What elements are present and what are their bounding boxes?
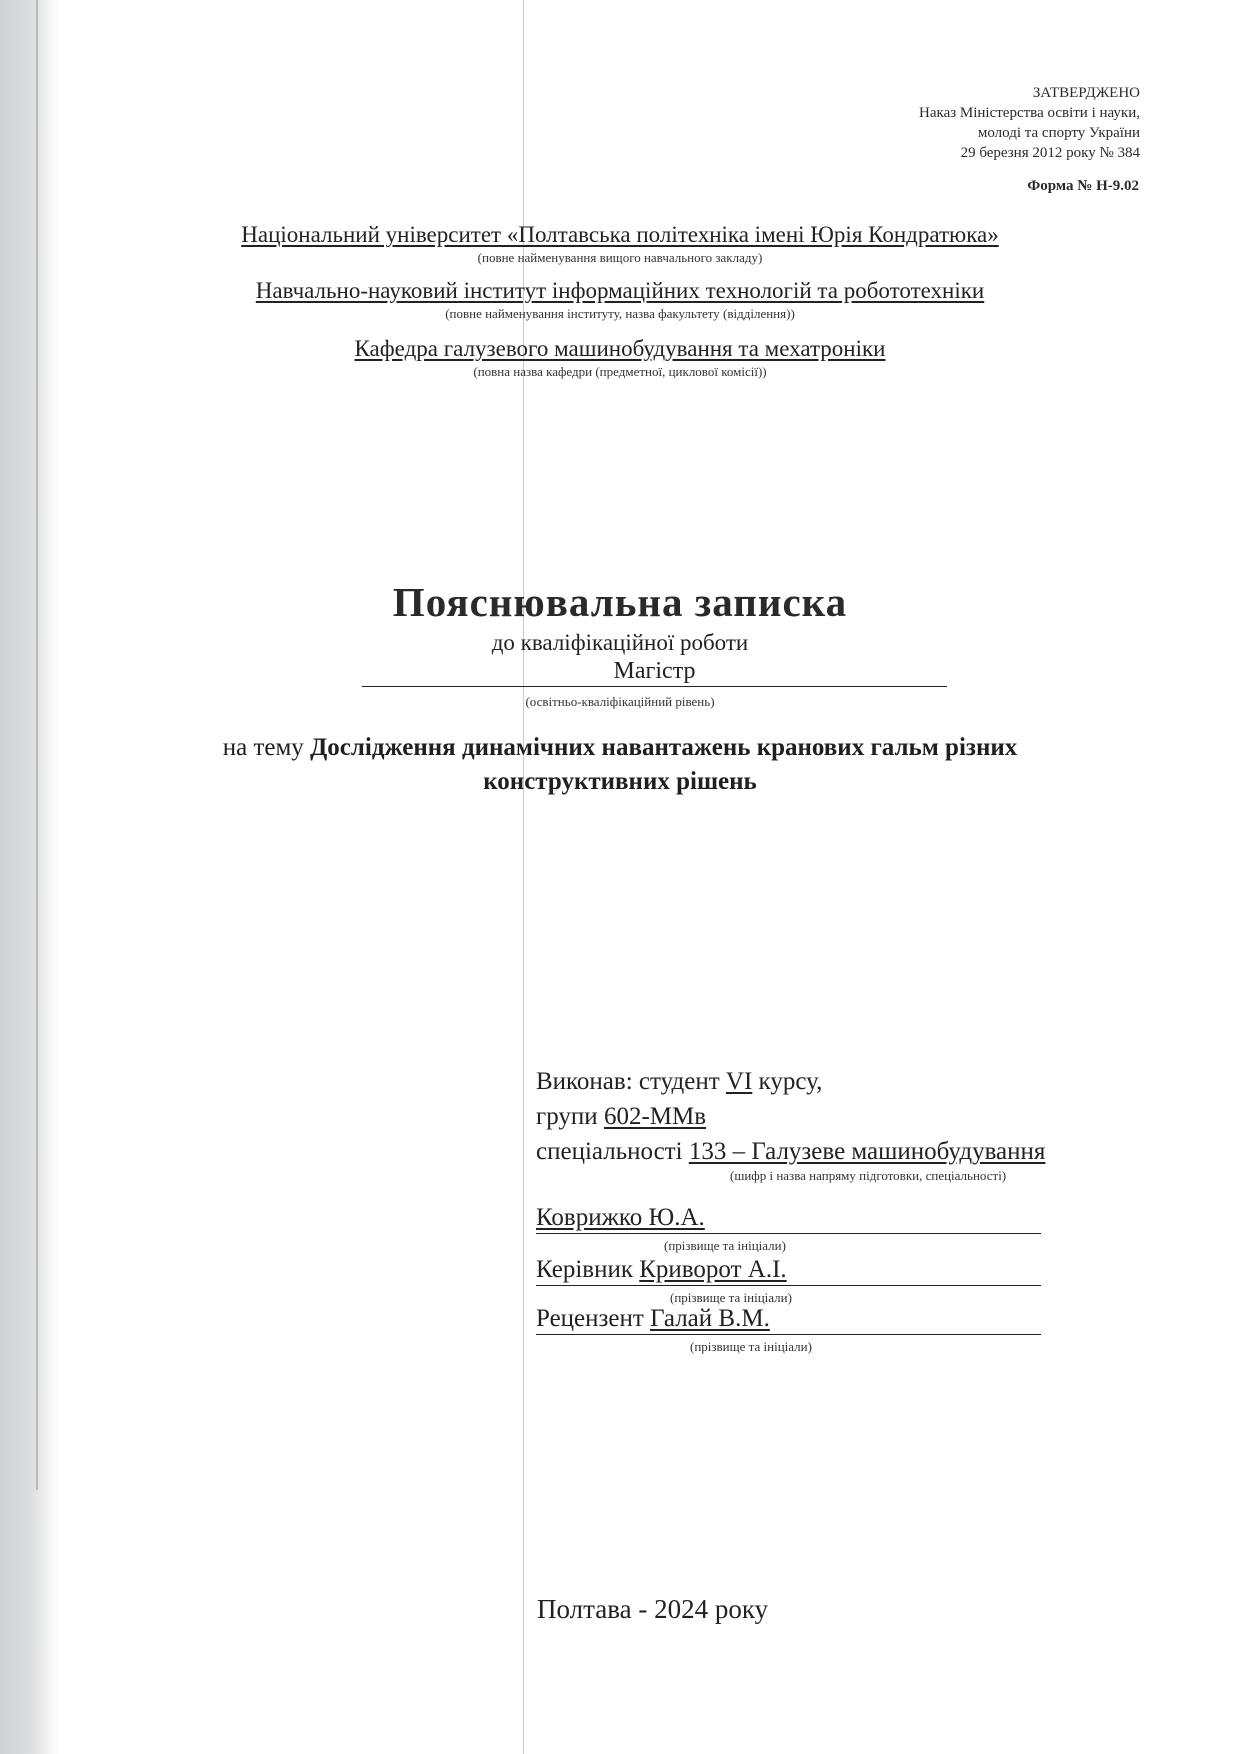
approval-block (919, 83, 1140, 163)
approval-line-2: Наказ Міністерства освіти і науки, (919, 105, 1140, 121)
institute-name: Навчально-науковий інститут інформаційних технологій та робототехніки (255, 278, 985, 303)
course-suffix: курсу, (758, 1068, 823, 1095)
specialty-hint: (шифр і назва напряму підготовки, спеціальності) (730, 1168, 1007, 1183)
author-name: Коврижко Ю.А. (536, 1204, 705, 1231)
group-line (536, 1103, 1136, 1131)
reviewer-name: Галай В.М. (650, 1305, 770, 1332)
supervisor-name: Криворот А.І. (639, 1256, 787, 1283)
author-name-field (536, 1203, 1041, 1234)
university-hint: (повне найменування вищого навчального закладу) (477, 250, 763, 265)
topic-title-part-1: Дослідження динамічних навантажень кранових гальм різних (310, 734, 1018, 761)
specialty-line (536, 1138, 1136, 1166)
approval-line-4: 29 березня 2012 року № 384 (960, 145, 1140, 161)
reviewer-field (536, 1304, 1041, 1335)
supervisor-label: Керівник (536, 1256, 633, 1283)
course-value: VI (725, 1068, 753, 1095)
department-name: Кафедра галузевого машинобудування та мехатроніки (354, 336, 886, 361)
topic-title-part-2: конструктивних рішень (483, 768, 757, 795)
approval-line-1: ЗАТВЕРДЖЕНО (1032, 85, 1140, 101)
performed-label: Виконав: студент (536, 1068, 720, 1095)
institute-hint: (повне найменування інституту, назва факультету (відділення)) (445, 306, 795, 321)
topic-line-2 (0, 766, 1240, 798)
group-value: 602-ММв (603, 1103, 707, 1130)
specialty-label: спеціальності (536, 1138, 683, 1165)
supervisor-hint: (прізвище та ініціали) (670, 1290, 792, 1305)
topic-prefix: на тему (222, 734, 304, 761)
document-title: Пояснювальна записка (392, 579, 848, 625)
reviewer-label: Рецензент (536, 1305, 644, 1332)
approval-line-3: молоді та спорту України (977, 125, 1140, 141)
supervisor-field (536, 1255, 1041, 1286)
topic-line-1 (0, 732, 1240, 764)
form-number: Форма № Н-9.02 (1027, 178, 1139, 194)
city-year: Полтава - 2024 року (537, 1594, 769, 1624)
reviewer-hint: (прізвище та ініціали) (690, 1339, 812, 1354)
author-name-hint: (прізвище та ініціали) (664, 1238, 786, 1253)
group-label: групи (536, 1103, 598, 1130)
specialty-value: 133 – Галузеве машинобудування (688, 1138, 1046, 1165)
university-name: Національний університет «Полтавська політехніка імені Юрія Кондратюка» (241, 222, 999, 247)
degree-field: Магістр (362, 656, 947, 687)
performed-line (536, 1068, 1136, 1096)
document-subtitle: до кваліфікаційної роботи (491, 630, 749, 655)
department-hint: (повна назва кафедри (предметної, циклової комісії)) (473, 364, 767, 379)
degree-hint: (освітньо-кваліфікаційний рівень) (525, 694, 715, 709)
